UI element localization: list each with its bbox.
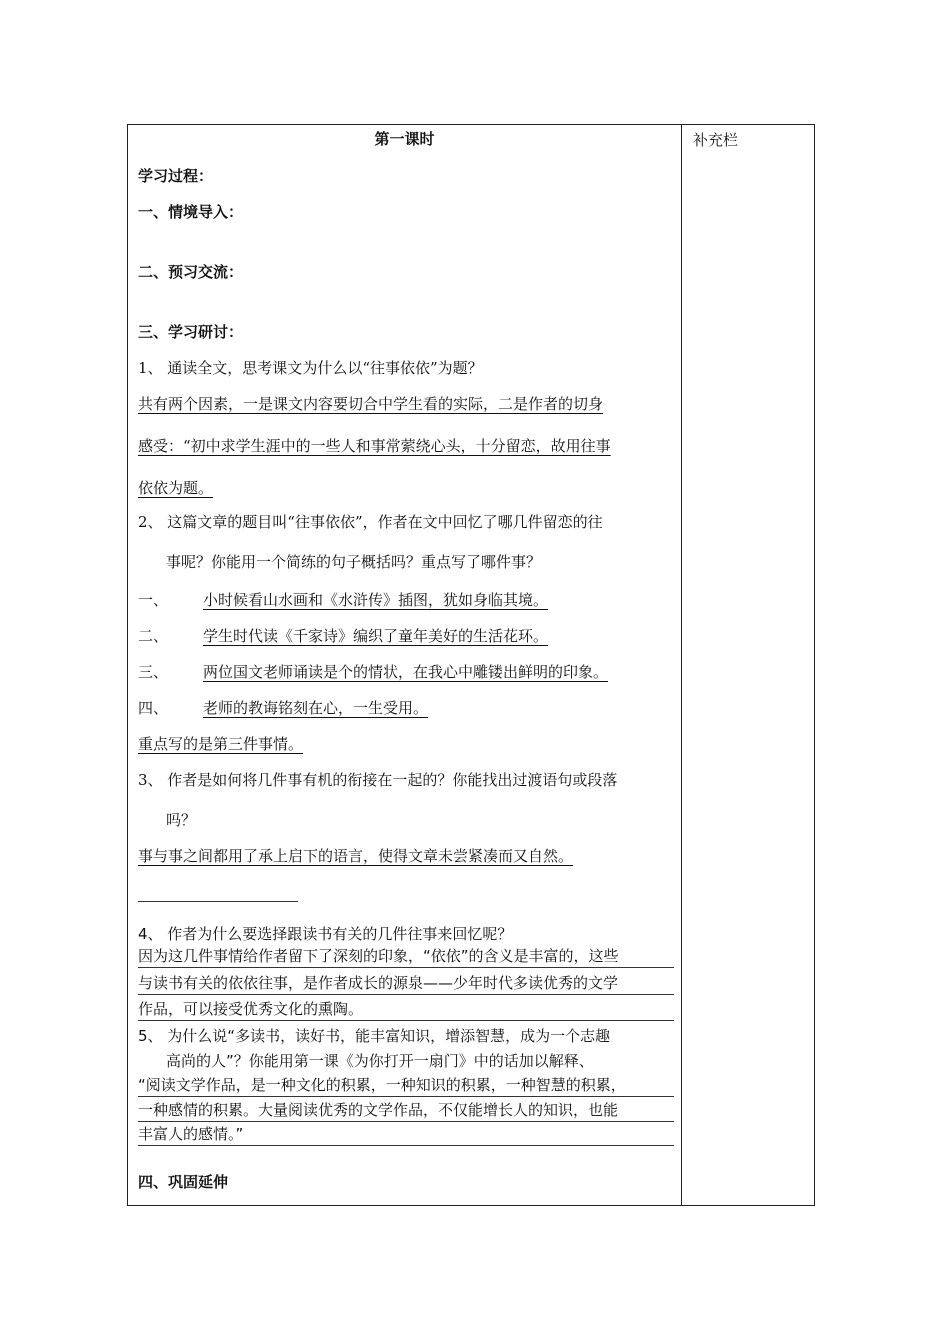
answer-4-line: 作品，可以接受优秀文化的熏陶。	[138, 1000, 364, 1018]
answer-1-line: 感受：“初中求学生涯中的一些人和事常萦绕心头，十分留恋，故用往事	[138, 437, 611, 455]
blank-answer-line	[138, 901, 298, 902]
answer-underline	[138, 1145, 674, 1146]
column-divider	[681, 125, 682, 1205]
answer-5-line: 丰富人的感情。”	[138, 1125, 244, 1143]
answer-5-line: “阅读文学作品，是一种文化的积累，一种知识的积累，一种智慧的积累，	[138, 1076, 626, 1094]
process-heading: 学习过程：	[138, 167, 214, 185]
lesson-table	[127, 124, 815, 1206]
section-heading-discussion: 三、学习研讨：	[138, 323, 244, 341]
answer-underline	[138, 1020, 674, 1021]
event-text: 老师的教诲铭刻在心，一生受用。	[203, 699, 429, 717]
answer-4-line: 与读书有关的依依往事，是作者成长的源泉——少年时代多读优秀的文学	[138, 974, 619, 992]
section-heading-preview: 二、预习交流：	[138, 263, 244, 281]
question-4: 4、 作者为什么要选择跟读书有关的几件往事来回忆呢？	[138, 925, 513, 943]
event-number: 一、	[138, 591, 169, 609]
question-5: 5、 为什么说“多读书，读好书，能丰富知识，增添智慧，成为一个志趣	[138, 1027, 611, 1045]
question-3-continued: 吗？	[166, 811, 197, 829]
answer-underline	[138, 1121, 674, 1122]
supplement-column-label: 补充栏	[693, 131, 739, 149]
answer-1-line: 依依为题。	[138, 479, 214, 497]
answer-3: 事与事之间都用了承上启下的语言，使得文章未尝紧凑而又自然。	[138, 847, 574, 865]
answer-underline	[138, 1096, 674, 1097]
answer-underline	[138, 967, 674, 968]
event-text: 两位国文老师诵读是个的情状，在我心中雕镂出鲜明的印象。	[203, 663, 609, 681]
focus-event: 重点写的是第三件事情。	[138, 735, 304, 753]
question-3: 3、 作者是如何将几件事有机的衔接在一起的？你能找出过渡语句或段落	[138, 771, 618, 789]
answer-4-line: 因为这几件事情给作者留下了深刻的印象，“依依”的含义是丰富的，这些	[138, 947, 619, 965]
question-5-continued: 高尚的人”？你能用第一课《为你打开一扇门》中的话加以解释、	[166, 1052, 594, 1070]
main-content-column	[128, 125, 681, 1205]
lesson-title: 第一课时	[374, 130, 435, 148]
answer-1-line: 共有两个因素，一是课文内容要切合中学生看的实际，二是作者的切身	[138, 395, 604, 413]
question-2-continued: 事呢？你能用一个简练的句子概括吗？重点写了哪件事？	[166, 553, 542, 571]
event-text: 学生时代读《千家诗》编织了童年美好的生活花环。	[203, 627, 549, 645]
event-number: 二、	[138, 627, 169, 645]
event-text: 小时候看山水画和《水浒传》插图，犹如身临其境。	[203, 591, 549, 609]
question-1: 1、 通读全文，思考课文为什么以“往事依依”为题？	[138, 359, 483, 377]
section-heading-consolidation: 四、巩固延伸	[138, 1173, 229, 1191]
section-heading-intro: 一、情境导入：	[138, 203, 244, 221]
answer-underline	[138, 994, 674, 995]
question-2: 2、 这篇文章的题目叫“往事依依”，作者在文中回忆了哪几件留恋的往	[138, 513, 603, 531]
event-number: 四、	[138, 699, 169, 717]
event-number: 三、	[138, 663, 169, 681]
answer-5-line: 一种感情的积累。大量阅读优秀的文学作品，不仅能增长人的知识，也能	[138, 1101, 619, 1119]
